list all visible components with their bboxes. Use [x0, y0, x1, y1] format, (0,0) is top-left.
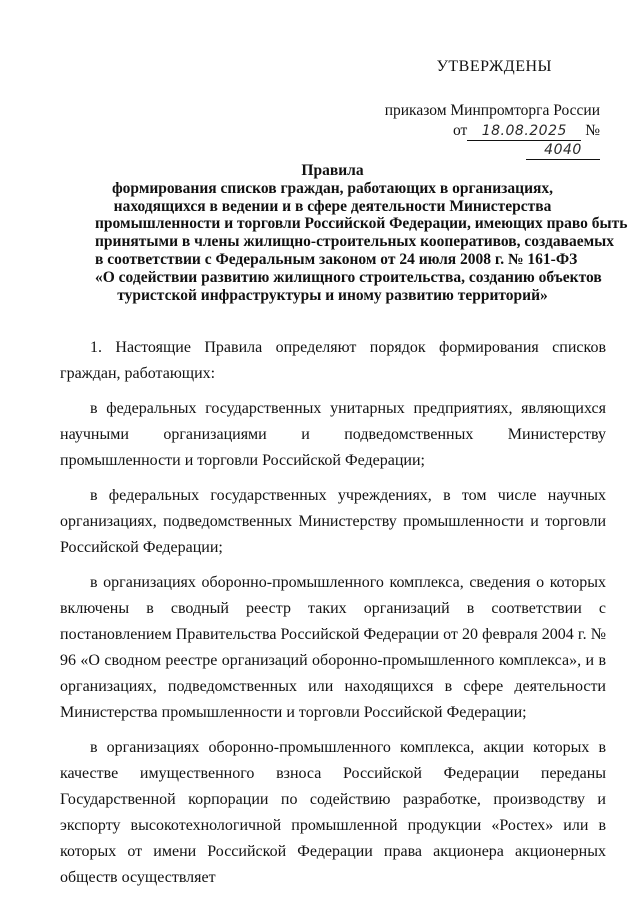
handwritten-number: 4040	[526, 142, 600, 160]
title-line: находящихся в ведении и в сфере деятельности Министерства	[113, 197, 552, 215]
paragraph-federal-institutions: в федеральных государственных учреждениях, в том числе научных организациях, подведомственных Министерству промышленности и торговли Российской Федерации;	[60, 487, 606, 556]
order-issuer: приказом Минпромторга России	[384, 102, 600, 119]
order-date-number	[380, 122, 600, 160]
title-line: «О содействии развитию жилищного строительства, созданию объектов	[95, 268, 602, 286]
title-line: в соответствии с Федеральным законом от 24 июля 2008 г. № 161-ФЗ	[95, 250, 578, 268]
title-line: принятыми в члены жилищно-строительных кооперативов, создаваемых	[95, 233, 614, 251]
title-line: формирования списков граждан, работающих в организациях,	[111, 179, 554, 197]
title-line: туристской инфраструктуры и иному развитию территорий»	[117, 286, 548, 304]
document-title	[95, 162, 628, 304]
from-label: от	[453, 122, 468, 139]
paragraph-1: 1. Настоящие Правила определяют порядок формирования списков граждан, работающих:	[60, 339, 606, 382]
title-line: Правила	[301, 162, 364, 179]
paragraph-rostec: в организациях оборонно-промышленного комплекса, акции которых в качестве имущественного взноса Российской Федерации переданы Государственной корпорации по содействию разработке, производству и экспорту высокотехнологичной промышленной продукции «Ростех» или в которых от имени Российской Федерации права акционера акционерных обществ осуществляет	[60, 739, 606, 886]
handwritten-date: 18.08.2025	[467, 123, 581, 141]
paragraph-defense-register: в организациях оборонно-промышленного комплекса, сведения о которых включены в сводный реестр таких организаций в соответствии с постановлением Правительства Российской Федерации от 20 февраля 2004 г. № 96 «О сводном реестре организаций оборонно-промышленного комплекса», и в организациях, подведомственных или находящихся в сфере деятельности Министерства промышленности и торговли Российской Федерации;	[60, 574, 606, 721]
document-body	[60, 335, 606, 894]
order-reference	[380, 102, 600, 160]
title-line: промышленности и торговли Российской Федерации, имеющих право быть	[95, 215, 628, 233]
number-label: №	[585, 122, 600, 139]
approval-heading: УТВЕРЖДЕНЫ	[436, 58, 552, 75]
paragraph-unitary-enterprises: в федеральных государственных унитарных предприятиях, являющихся научными организациями и подведомственных Министерству промышленности и торговли Российской Федерации;	[60, 400, 606, 469]
